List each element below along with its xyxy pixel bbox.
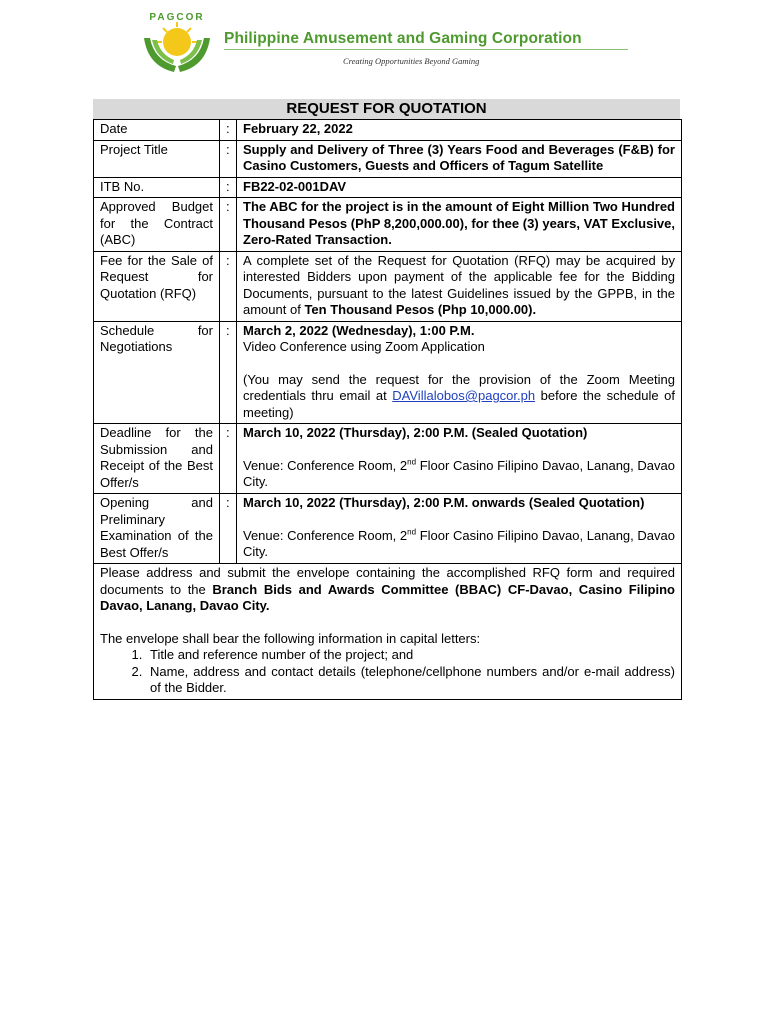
address-text: Please address and submit the envelope containing the accomplished RFQ form and required documents to the [100, 565, 675, 597]
schedule-label: Schedule for Negotiations [94, 321, 220, 424]
separator: : [220, 251, 237, 321]
address-paragraph [100, 565, 675, 615]
abc-text: The ABC for the project is in the amount of Eight Million Two Hundred Thousand Pesos (PhP 8,200,000.00), for thee (3) years, VAT Exclusive, Zero-Rated Transaction. [243, 199, 675, 247]
schedule-date: March 2, 2022 (Wednesday), 1:00 P.M. [243, 322, 475, 338]
deadline-venue-suffix: Floor Casino Filipino Davao, Lanang, Davao City. [243, 457, 675, 489]
fee-text: A complete set of the Request for Quotation (RFQ) may be acquired by interested Bidders upon payment of the applicable fee for the Bidding Documents, pursuant to the latest Guidelines issued by the GPPB, in the amount of [243, 252, 675, 317]
envelope-list [100, 647, 675, 697]
page-title: REQUEST FOR QUOTATION [93, 99, 680, 119]
itb-value [237, 177, 682, 198]
separator: : [220, 198, 237, 252]
opening-venue [243, 528, 675, 561]
separator: : [220, 494, 237, 564]
separator: : [220, 321, 237, 424]
row-opening [94, 494, 682, 564]
row-project-title [94, 140, 682, 177]
schedule-value [237, 321, 682, 424]
opening-venue-text: Venue: Conference Room, 2 [243, 527, 408, 543]
envelope-intro: The envelope shall bear the following information in capital letters: [100, 630, 481, 646]
email-link[interactable]: DAVillalobos@pagcor.ph [392, 388, 536, 403]
logo-text: PAGCOR [149, 12, 205, 23]
opening-venue-suffix: Floor Casino Filipino Davao, Lanang, Davao City. [243, 527, 675, 559]
schedule-note [243, 372, 675, 422]
separator: : [220, 140, 237, 177]
deadline-venue [243, 458, 675, 491]
deadline-venue-text: Venue: Conference Room, 2 [243, 457, 408, 473]
row-schedule [94, 321, 682, 424]
abc-value [237, 198, 682, 252]
date-label: Date [94, 120, 220, 141]
fee-amount: Ten Thousand Pesos (Php 10,000.00). [304, 302, 537, 317]
address-bold: Branch Bids and Awards Committee (BBAC) CF-Davao, Casino Filipino Davao, Lanang, Davao City. [100, 581, 675, 613]
header-divider [224, 49, 628, 50]
project-title-text: Supply and Delivery of Three (3) Years Food and Beverages (F&B) for Casino Customers, Guests and Officers of Tagum Satellite [243, 141, 675, 173]
opening-date: March 10, 2022 (Thursday), 2:00 P.M. onwards (Sealed Quotation) [243, 495, 645, 510]
pagcor-logo-icon [138, 8, 216, 74]
row-date [94, 120, 682, 141]
itb-text: FB22-02-001DAV [243, 178, 347, 194]
abc-label: Approved Budget for the Contract (ABC) [94, 198, 220, 252]
project-title-value [237, 140, 682, 177]
org-name: Philippine Amusement and Gaming Corporation [224, 30, 582, 47]
list-item: 1. Title and reference number of the project; and [146, 647, 675, 664]
opening-venue-sup: nd [407, 527, 417, 537]
letterhead [138, 8, 638, 78]
project-title-label: Project Title [94, 140, 220, 177]
opening-value [237, 494, 682, 564]
fee-value [237, 251, 682, 321]
itb-label: ITB No. [94, 177, 220, 198]
schedule-note-suffix: before the schedule of meeting) [243, 388, 676, 420]
row-fee [94, 251, 682, 321]
rfq-table [93, 119, 682, 700]
row-abc [94, 198, 682, 252]
separator: : [220, 120, 237, 141]
row-itb [94, 177, 682, 198]
schedule-note-text: (You may send the request for the provision of the Zoom Meeting credentials thru email at [243, 371, 675, 403]
deadline-venue-sup: nd [407, 457, 417, 467]
row-footer [94, 564, 682, 700]
opening-label: Opening and Preliminary Examination of the Best Offer/s [94, 494, 220, 564]
schedule-mode: Video Conference using Zoom Application [243, 339, 485, 354]
date-text: February 22, 2022 [243, 121, 353, 136]
fee-label: Fee for the Sale of Request for Quotation (RFQ) [94, 251, 220, 321]
deadline-label: Deadline for the Submission and Receipt of the Best Offer/s [94, 424, 220, 494]
deadline-value [237, 424, 682, 494]
separator: : [220, 177, 237, 198]
list-item: 2. Name, address and contact details (telephone/cellphone numbers and/or e-mail address) of the Bidder. [146, 664, 675, 697]
deadline-date: March 10, 2022 (Thursday), 2:00 P.M. (Sealed Quotation) [243, 425, 588, 440]
row-deadline [94, 424, 682, 494]
submission-instructions [94, 564, 682, 700]
date-value [237, 120, 682, 141]
org-tagline: Creating Opportunities Beyond Gaming [343, 56, 480, 66]
separator: : [220, 424, 237, 494]
